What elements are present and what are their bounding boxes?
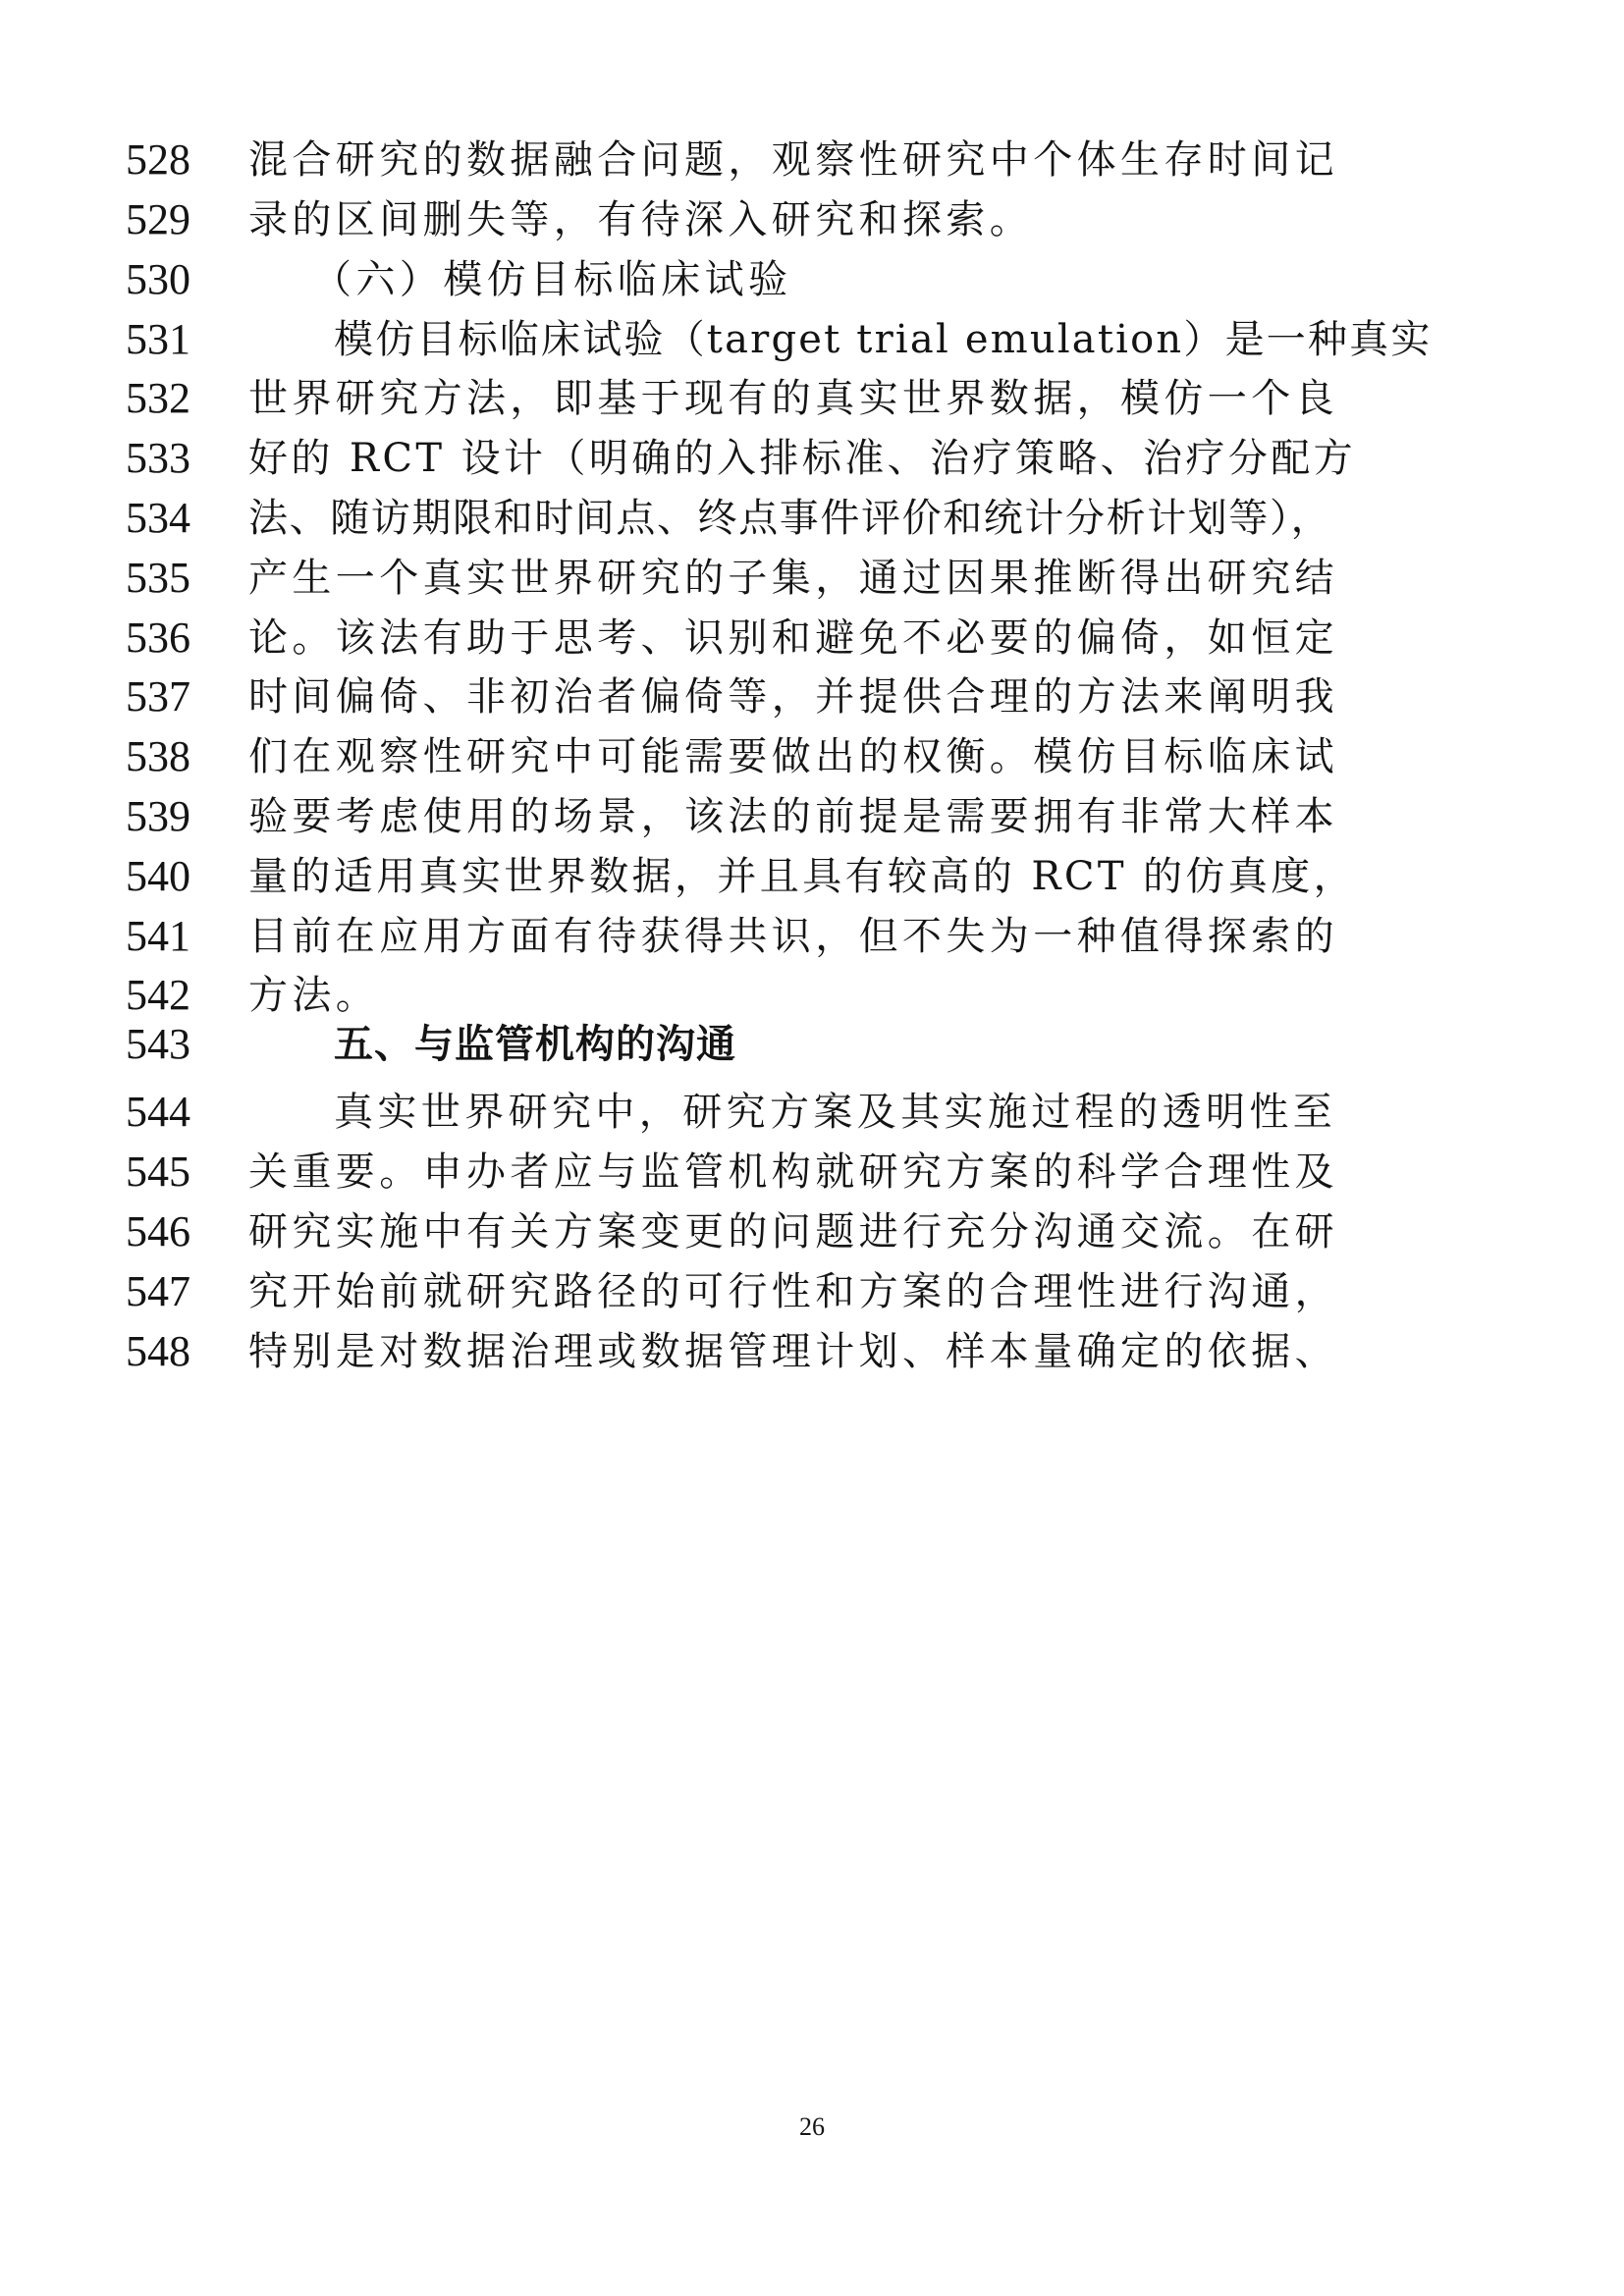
line-number: 529 xyxy=(126,195,190,243)
line-530 xyxy=(0,245,1624,314)
line-number: 542 xyxy=(126,971,190,1019)
page-number: 26 xyxy=(799,2112,825,2141)
line-535 xyxy=(0,544,1624,613)
line-text: 目前在应用方面有待获得共识，但不失为一种值得探索的 xyxy=(248,914,1338,959)
line-text: 真实世界研究中，研究方案及其实施过程的透明性至 xyxy=(334,1090,1337,1135)
line-number: 548 xyxy=(126,1327,190,1375)
line-text: 关重要。申办者应与监管机构就研究方案的科学合理性及 xyxy=(248,1149,1338,1195)
line-529 xyxy=(0,186,1624,254)
line-text: 研究实施中有关方案变更的问题进行充分沟通交流。在研 xyxy=(248,1209,1338,1255)
line-text: 产生一个真实世界研究的子集，通过因果推断得出研究结 xyxy=(248,556,1338,601)
section-heading: 五、与监管机构的沟通 xyxy=(334,1022,736,1067)
line-532 xyxy=(0,364,1624,433)
line-number: 540 xyxy=(126,852,190,900)
line-number: 545 xyxy=(126,1148,190,1196)
line-number: 544 xyxy=(126,1088,190,1136)
line-533 xyxy=(0,424,1624,493)
line-text: 方法。 xyxy=(248,973,380,1018)
line-number: 543 xyxy=(126,1020,190,1068)
line-546 xyxy=(0,1198,1624,1266)
line-text: 究开始前就研究路径的可行性和方案的合理性进行沟通， xyxy=(248,1269,1338,1314)
line-539 xyxy=(0,782,1624,851)
line-text: 时间偏倚、非初治者偏倚等，并提供合理的方法来阐明我 xyxy=(248,674,1338,720)
line-text: 混合研究的数据融合问题，观察性研究中个体生存时间记 xyxy=(248,137,1338,183)
subsection-heading: （六）模仿目标临床试验 xyxy=(312,257,792,302)
line-text: 世界研究方法，即基于现有的真实世界数据，模仿一个良 xyxy=(248,376,1338,421)
line-548 xyxy=(0,1317,1624,1386)
line-number: 547 xyxy=(126,1267,190,1315)
line-number: 533 xyxy=(126,434,190,482)
line-number: 536 xyxy=(126,614,190,662)
line-540 xyxy=(0,842,1624,911)
line-543 xyxy=(0,1010,1624,1079)
line-538 xyxy=(0,722,1624,791)
line-text: 法、随访期限和时间点、终点事件评价和统计分析计划等）， xyxy=(248,496,1332,541)
line-544 xyxy=(0,1078,1624,1147)
line-534 xyxy=(0,484,1624,553)
line-number: 534 xyxy=(126,494,190,542)
line-text: 特别是对数据治理或数据管理计划、样本量确定的依据、 xyxy=(248,1329,1338,1374)
line-number: 538 xyxy=(126,732,190,780)
line-number: 539 xyxy=(126,792,190,840)
line-number: 546 xyxy=(126,1207,190,1255)
line-number: 530 xyxy=(126,255,190,303)
line-text: 模仿目标临床试验（target trial emulation）是一种真实 xyxy=(334,317,1433,362)
line-text: 论。该法有助于思考、识别和避免不必要的偏倚，如恒定 xyxy=(248,615,1338,661)
line-text: 验要考虑使用的场景，该法的前提是需要拥有非常大样本 xyxy=(248,794,1338,839)
line-text: 们在观察性研究中可能需要做出的权衡。模仿目标临床试 xyxy=(248,734,1338,779)
line-number: 537 xyxy=(126,672,190,721)
line-547 xyxy=(0,1257,1624,1326)
line-number: 528 xyxy=(126,135,190,184)
line-text: 录的区间删失等，有待深入研究和探索。 xyxy=(248,197,1034,242)
line-text: 量的适用真实世界数据，并且具有较高的 RCT 的仿真度， xyxy=(248,854,1357,899)
line-number: 531 xyxy=(126,315,190,363)
line-number: 532 xyxy=(126,374,190,422)
line-number: 535 xyxy=(126,554,190,602)
line-528 xyxy=(0,126,1624,194)
line-545 xyxy=(0,1138,1624,1206)
line-text: 好的 RCT 设计（明确的入排标准、治疗策略、治疗分配方 xyxy=(248,436,1357,481)
line-number: 541 xyxy=(126,912,190,960)
line-537 xyxy=(0,663,1624,731)
